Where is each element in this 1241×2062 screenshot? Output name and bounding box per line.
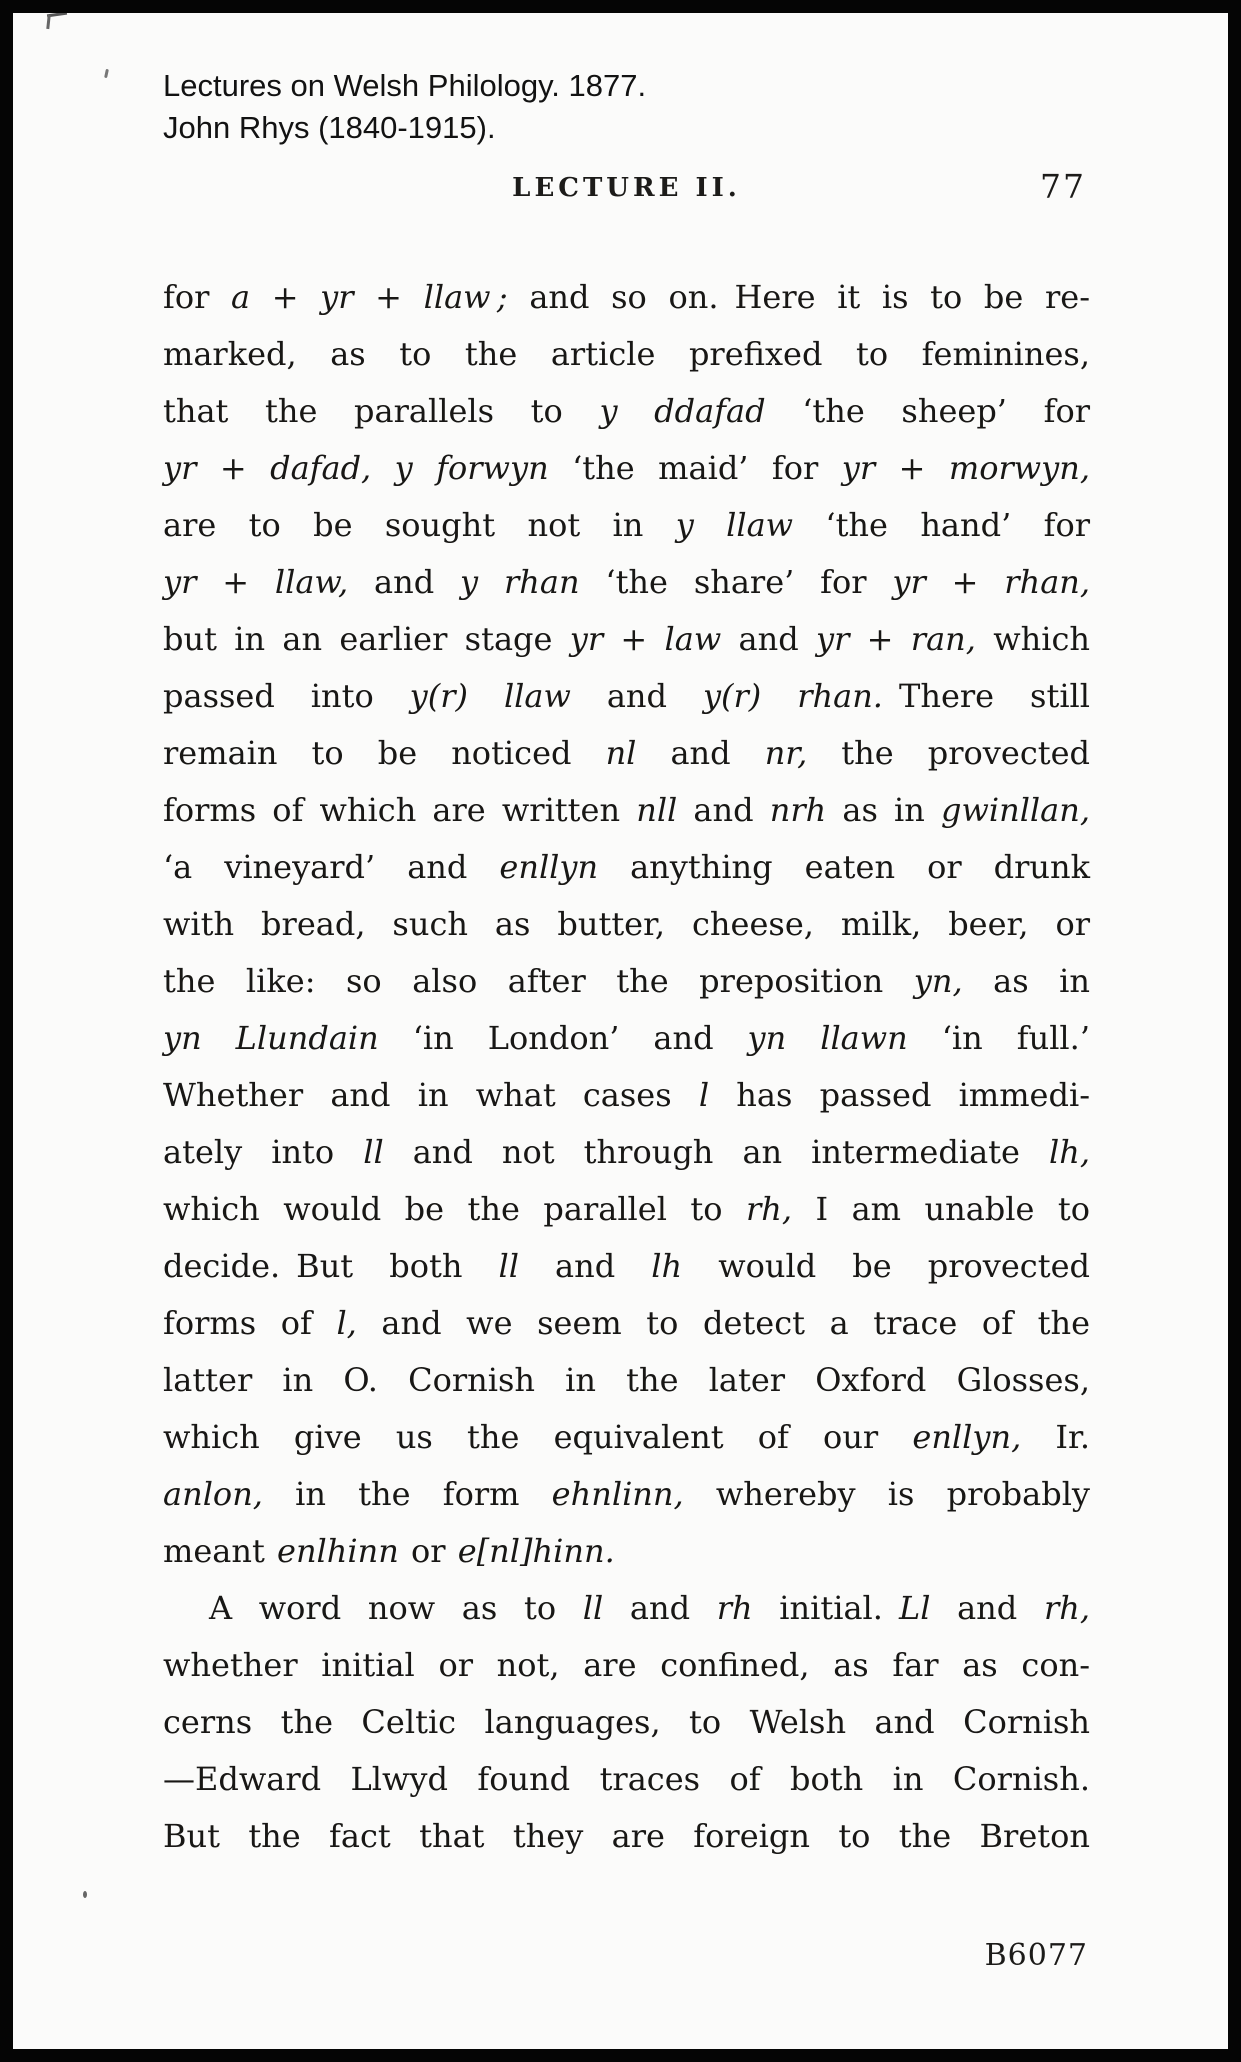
text-segment: latter in O. Cornish in the later Oxford Glosses, — [163, 1361, 1090, 1399]
text-segment: for — [163, 278, 232, 316]
text-line — [163, 1694, 1090, 1751]
paragraph — [163, 269, 1090, 1580]
text-segment: or — [398, 1532, 458, 1570]
italic-text-segment: y(r) rhan. — [702, 677, 883, 715]
text-line — [163, 896, 1090, 953]
text-line — [163, 1181, 1090, 1238]
text-segment: in the form — [262, 1475, 552, 1513]
body-text — [163, 269, 1090, 1865]
text-segment: whereby is probably — [683, 1475, 1091, 1513]
italic-text-segment: Ll — [898, 1589, 931, 1627]
text-segment: but in an earlier stage — [163, 620, 570, 658]
italic-text-segment: gwinllan, — [940, 791, 1091, 829]
text-line — [163, 269, 1090, 326]
italic-text-segment: ll — [498, 1247, 519, 1285]
scan-artifact — [46, 15, 50, 29]
text-segment: and — [348, 563, 461, 601]
italic-text-segment: y rhan — [460, 563, 580, 601]
italic-text-segment: rh — [716, 1589, 753, 1627]
text-segment: which would be the parallel to — [163, 1190, 746, 1228]
text-segment: forms of which are written — [163, 791, 637, 829]
text-segment: ‘a vineyard’ and — [163, 848, 500, 886]
text-segment: ‘in London’ and — [378, 1019, 748, 1057]
italic-text-segment: yn, — [913, 962, 963, 1000]
text-segment: marked, as to the article prefixed to feminines, — [163, 335, 1090, 373]
text-segment: A word now as to — [209, 1589, 583, 1627]
italic-text-segment: anlon, — [163, 1475, 263, 1513]
text-segment: ately into — [163, 1133, 364, 1171]
text-line — [163, 1352, 1090, 1409]
italic-text-segment: yn Llundain — [163, 1019, 379, 1057]
italic-text-segment: lh — [651, 1247, 683, 1285]
italic-text-segment: enllyn, — [912, 1418, 1022, 1456]
text-segment: are to be sought not in — [163, 506, 676, 544]
italic-text-segment: yr + ran, — [816, 620, 976, 658]
text-segment: ‘in full.’ — [907, 1019, 1091, 1057]
text-line — [163, 839, 1090, 896]
text-segment: I am unable to — [792, 1190, 1091, 1228]
text-segment: with bread, such as butter, cheese, milk, beer, or — [163, 905, 1090, 943]
italic-text-segment: ehnlinn, — [551, 1475, 684, 1513]
text-segment: forms of — [163, 1304, 337, 1342]
text-line — [163, 1580, 1090, 1637]
italic-text-segment: enlhinn — [277, 1532, 399, 1570]
text-segment: Ir. — [1021, 1418, 1090, 1456]
italic-text-segment: ll — [582, 1589, 604, 1627]
text-segment: initial. — [752, 1589, 899, 1627]
text-line — [163, 1637, 1090, 1694]
scan-artifact — [104, 69, 109, 78]
italic-text-segment: e[nl]hinn. — [457, 1532, 615, 1570]
text-line — [163, 1523, 1090, 1580]
paragraph — [163, 1580, 1090, 1865]
text-segment: and — [570, 677, 703, 715]
italic-text-segment: rh, — [745, 1190, 793, 1228]
book-page — [13, 13, 1228, 2049]
source-title: Lectures on Welsh Philology. 1877. — [163, 68, 647, 103]
source-author: John Rhys (1840-1915). — [163, 110, 496, 145]
text-segment: There still — [882, 677, 1091, 715]
source-attribution — [163, 65, 1090, 149]
text-segment: has passed immedi- — [709, 1076, 1091, 1114]
italic-text-segment: l — [698, 1076, 710, 1114]
text-segment: —Edward Llwyd found traces of both in Cornish. — [163, 1760, 1090, 1798]
italic-text-segment: enllyn — [499, 848, 599, 886]
text-line — [163, 953, 1090, 1010]
italic-text-segment: nl — [605, 734, 637, 772]
text-line — [163, 1295, 1090, 1352]
text-line — [163, 1808, 1090, 1865]
text-segment: anything eaten or drunk — [598, 848, 1091, 886]
text-segment: as in — [962, 962, 1091, 1000]
italic-text-segment: a + yr + llaw ; — [231, 278, 508, 316]
italic-text-segment: lh, — [1049, 1133, 1091, 1171]
text-segment: passed into — [163, 677, 410, 715]
text-segment: and we seem to detect a trace of the — [356, 1304, 1090, 1342]
text-line — [163, 497, 1090, 554]
text-segment: that the parallels to — [163, 392, 600, 430]
text-segment: and so on. Here it is to be re- — [507, 278, 1091, 316]
text-line — [163, 1238, 1090, 1295]
italic-text-segment: y(r) llaw — [409, 677, 571, 715]
text-line — [163, 326, 1090, 383]
text-line — [163, 1124, 1090, 1181]
text-segment: which give us the equivalent of our — [163, 1418, 913, 1456]
text-segment: and — [518, 1247, 652, 1285]
catalog-code: B6077 — [984, 1938, 1088, 1973]
page-number: 77 — [1040, 167, 1086, 206]
text-line — [163, 611, 1090, 668]
text-segment: and — [636, 734, 765, 772]
italic-text-segment: y ddafad — [599, 392, 766, 430]
text-segment: ‘the maid’ for — [548, 449, 842, 487]
text-line — [163, 725, 1090, 782]
text-line — [163, 440, 1090, 497]
running-title: LECTURE II. — [512, 173, 741, 203]
text-segment: decide. But both — [163, 1247, 499, 1285]
italic-text-segment: ll — [363, 1133, 384, 1171]
text-line — [163, 383, 1090, 440]
text-segment: But the fact that they are foreign to the Breton — [163, 1817, 1090, 1855]
text-segment: the provected — [807, 734, 1091, 772]
italic-text-segment: yr + rhan, — [892, 563, 1091, 601]
text-line — [163, 1067, 1090, 1124]
text-line — [163, 1751, 1090, 1808]
text-line — [163, 668, 1090, 725]
scan-artifact — [83, 1891, 87, 1898]
text-line — [163, 1409, 1090, 1466]
text-segment: Whether and in what cases — [163, 1076, 699, 1114]
text-segment: the like: so also after the preposition — [163, 962, 914, 1000]
text-segment: which — [975, 620, 1091, 658]
italic-text-segment: yr + llaw, — [163, 563, 349, 601]
text-line — [163, 554, 1090, 611]
italic-text-segment: rh, — [1043, 1589, 1091, 1627]
text-segment: meant — [163, 1532, 277, 1570]
italic-text-segment: nrh — [769, 791, 827, 829]
italic-text-segment: yr + law — [569, 620, 722, 658]
text-segment: cerns the Celtic languages, to Welsh and Cornish — [163, 1703, 1090, 1741]
text-segment: would be provected — [682, 1247, 1091, 1285]
text-segment: and — [721, 620, 817, 658]
text-segment: ‘the sheep’ for — [765, 392, 1091, 430]
text-segment: and not through an intermediate — [383, 1133, 1049, 1171]
text-line — [163, 1010, 1090, 1067]
text-line — [163, 782, 1090, 839]
text-segment: and — [930, 1589, 1044, 1627]
italic-text-segment: yr + dafad, y forwyn — [163, 449, 549, 487]
italic-text-segment: yn llawn — [747, 1019, 908, 1057]
text-segment: ‘the hand’ for — [793, 506, 1091, 544]
text-segment: as in — [826, 791, 941, 829]
italic-text-segment: l, — [336, 1304, 357, 1342]
text-segment: ‘the share’ for — [579, 563, 893, 601]
italic-text-segment: nll — [636, 791, 678, 829]
italic-text-segment: yr + morwyn, — [841, 449, 1091, 487]
italic-text-segment: y llaw — [675, 506, 794, 544]
running-head — [163, 167, 1090, 217]
text-segment: whether initial or not, are confined, as far as con- — [163, 1646, 1090, 1684]
text-segment: and — [677, 791, 770, 829]
text-segment: and — [603, 1589, 717, 1627]
page-content — [163, 65, 1090, 1865]
text-segment: remain to be noticed — [163, 734, 606, 772]
text-line — [163, 1466, 1090, 1523]
italic-text-segment: nr, — [764, 734, 808, 772]
